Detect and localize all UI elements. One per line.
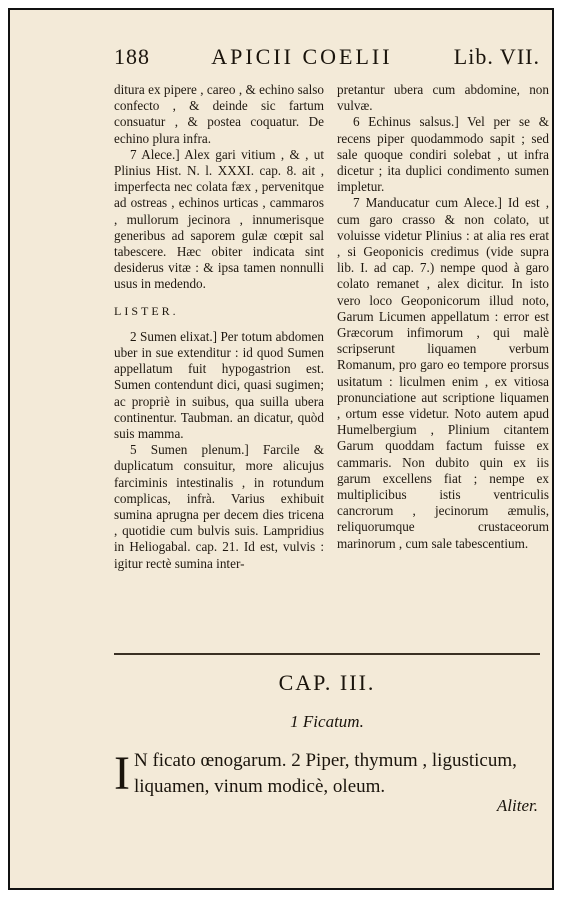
right-paragraph-2: 6 Echinus salsus.] Vel per se & recens piper quodammodo sapit ; sed sale quoque condiri solebat , ut infra dicetur ; ita duplici condimento sumen impletur. [337,114,549,195]
chapter-heading: CAP. III. [278,670,376,695]
right-paragraph-1: pretantur ubera cum abdomine, non vulvæ. [337,82,549,114]
running-header [114,44,540,70]
chapter-subtitle: 1 Ficatum. [290,712,364,731]
aliter-label: Aliter. [496,796,538,815]
right-column [337,82,549,552]
page-frame [8,8,554,890]
section-heading: LISTER. [114,303,179,318]
right-paragraph-3: 7 Manducatur cum Alece.] Id est , cum garo crasso & non colato, ut voluisse videtur Plinius : at alia res erat , si Geoponicis credimus (vide supra lib. I. ad cap. 7.) nempe quod à garo colato remanet , alex dicitur. In isto vero loco Geoponicorum illud noto, Garum Licumen appellatum : error est Græcorum infimorum , qui malè scripserunt liquamen verbum Romanum, pro garo eo tempore prorsus usitatum : liculmen enim , ex vitiosa pronunciatione aut scriptione liquamen , ortum esse videtur. Noto autem apud Humelbergium , Plinium citantem Garum quoddam factum fuisse ex cammaris. Non dubito quin ex iis garum excellens fiat ; nempe ex multiplicibus istis ventriculis cancrorum , jecinorum æmulis, reliquorumque crustaceorum marinorum , cum sale tabescentium. [337,195,549,551]
left-column [114,82,324,572]
drop-cap: I [114,747,130,800]
page-number: 188 [114,44,150,69]
book-label: Lib. VII. [453,44,540,69]
chapter-body: N ficato œnogarum. 2 Piper, thymum , ligusticum, liquamen, vinum modicè, oleum. [133,750,517,797]
left-paragraph-1: ditura ex pipere , careo , & echino salso confecto , & deinde sic fartum consuatur , & postea coquatur. De echino plura infra. [114,82,324,146]
book-page [10,10,552,888]
left-paragraph-3: 2 Sumen elixat.] Per totum abdomen uber in sue extenditur : id quod Sumen appellatum fuit hypogastrion est. Sumen contendunt dici, quasi sugimen; ac propriè in suibus, qua suilla ubera continentur. Taubman. an dicatur, quòd suis mamma. [114,328,324,442]
chapter-text [114,748,540,800]
left-paragraph-2: 7 Alece.] Alex gari vitium , & , ut Plinius Hist. N. l. XXXI. cap. 8. ait , imperfecta nec colata fæx , pervenitque ad ostreas , echinos urticas , cammaros , mullorum jecinora , innumerisque generibus ad saporem gulæ cœpit sal tabescere. Hæc obiter indicata sint desiderus vitæ : & ipsa tamen nonnulli usus in medendo. [114,146,324,292]
left-paragraph-4: 5 Sumen plenum.] Farcile & duplicatum consuitur, more alicujus farciminis intestinalis , in rotundum complicas, infrà. Varius exhibuit sumina aprugna per decem dies tricena , quotidie cum bulvis suis. Lampridius in Heliogabal. cap. 21. Id est, vulvis : igitur rectè sumina inter- [114,442,324,571]
running-title: APICII COELII [211,44,393,69]
section-divider [114,653,540,655]
